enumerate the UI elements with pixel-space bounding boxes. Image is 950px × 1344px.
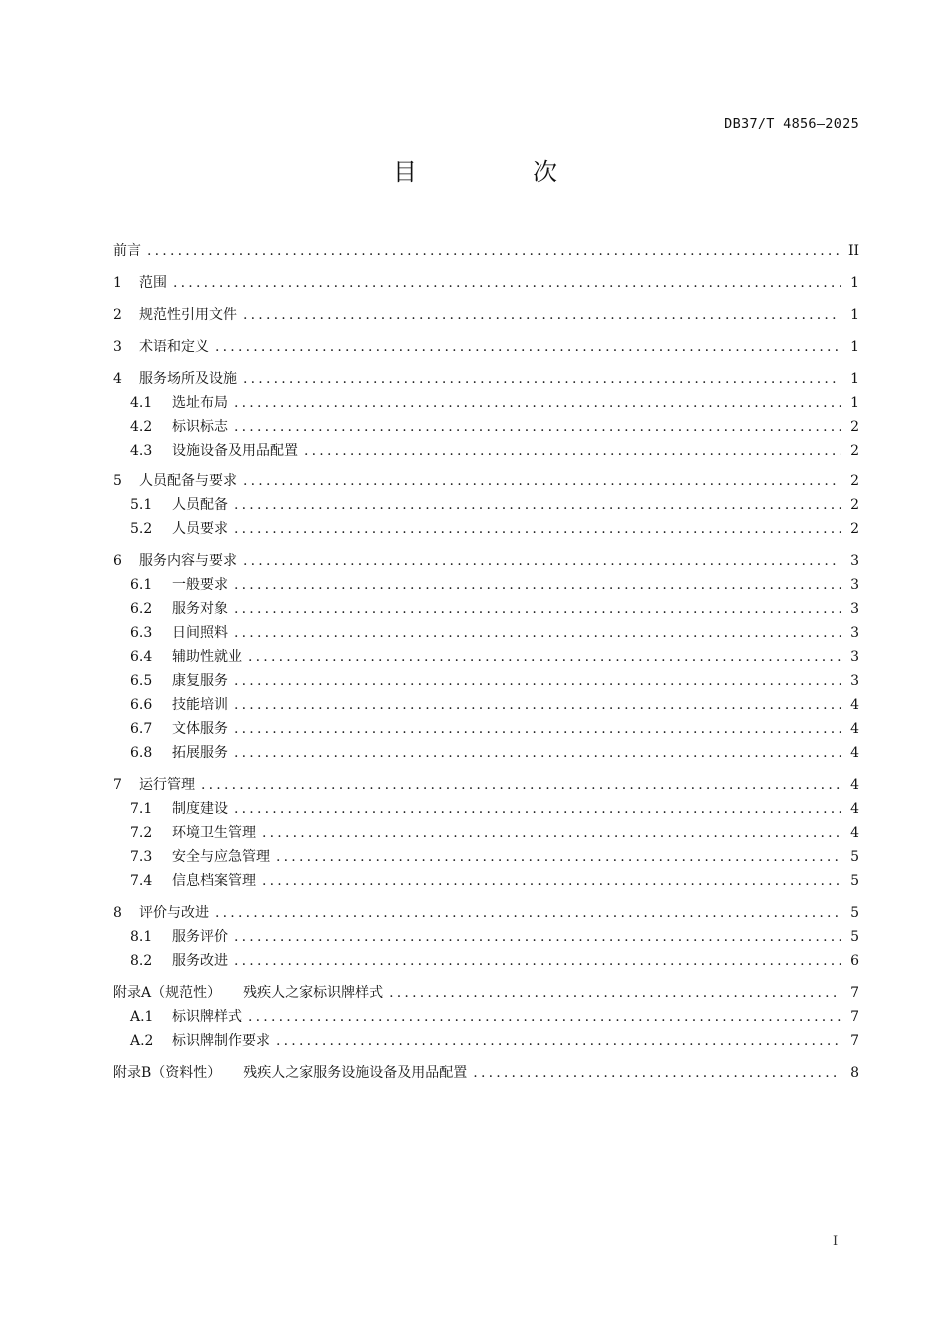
- toc-entry-label: 服务对象: [172, 601, 228, 617]
- toc-entry-page: 4: [850, 697, 859, 713]
- toc-dot-leader: [232, 494, 841, 516]
- toc-entry-page: 2: [850, 443, 859, 459]
- toc-entry-number: 8.1: [130, 929, 153, 945]
- toc-entry-page: 4: [850, 745, 859, 761]
- toc-entry-page: II: [847, 243, 859, 259]
- toc-dot-leader: [241, 368, 841, 390]
- toc-entry-label: 服务场所及设施: [139, 371, 237, 387]
- toc-entry[interactable]: [130, 416, 859, 438]
- toc-dot-leader: [232, 670, 841, 692]
- toc-entry-label: 前言: [113, 243, 141, 259]
- toc-entry-label: 辅助性就业: [172, 649, 242, 665]
- toc-entry-number: 6.3: [130, 625, 153, 641]
- toc-entry-page: 1: [850, 395, 859, 411]
- toc-entry-label: 服务内容与要求: [139, 553, 237, 569]
- toc-entry[interactable]: [130, 1030, 859, 1052]
- toc-entry[interactable]: [130, 574, 859, 596]
- toc-entry-page: 3: [850, 625, 859, 641]
- toc-entry[interactable]: [130, 440, 859, 462]
- page-title: 目 次: [393, 158, 603, 186]
- toc-entry-page: 1: [850, 339, 859, 355]
- toc-dot-leader: [232, 598, 841, 620]
- toc-dot-leader: [145, 240, 841, 262]
- toc-entry-label: 康复服务: [172, 673, 228, 689]
- toc-entry-page: 2: [850, 497, 859, 513]
- toc-entry-label: 标识标志: [172, 419, 228, 435]
- toc-dot-leader: [232, 622, 841, 644]
- toc-dot-leader: [232, 416, 841, 438]
- toc-entry-page: 1: [850, 275, 859, 291]
- toc-entry-number: 4.2: [130, 419, 153, 435]
- toc-entry-number: 4.3: [130, 443, 153, 459]
- toc-entry[interactable]: [130, 622, 859, 644]
- toc-entry-number: 7.3: [130, 849, 153, 865]
- toc-entry-label: 安全与应急管理: [172, 849, 270, 865]
- toc-entry[interactable]: [130, 518, 859, 540]
- toc-entry-number: 4.1: [130, 395, 153, 411]
- toc-entry-page: 3: [850, 577, 859, 593]
- toc-entry[interactable]: [130, 742, 859, 764]
- toc-entry[interactable]: [113, 982, 859, 1004]
- toc-entry-label: 人员配备与要求: [139, 473, 237, 489]
- toc-entry-label: 拓展服务: [172, 745, 228, 761]
- toc-entry-number: 6.2: [130, 601, 153, 617]
- toc-dot-leader: [260, 870, 841, 892]
- toc-dot-leader: [232, 926, 841, 948]
- toc-entry-page: 3: [850, 673, 859, 689]
- toc-entry[interactable]: [113, 774, 859, 796]
- toc-entry-page: 7: [850, 1033, 859, 1049]
- toc-entry[interactable]: [130, 694, 859, 716]
- toc-entry[interactable]: [130, 598, 859, 620]
- toc-entry[interactable]: [130, 950, 859, 972]
- toc-entry[interactable]: [130, 870, 859, 892]
- toc-entry-number: 7: [113, 777, 122, 793]
- toc-entry-label: 信息档案管理: [172, 873, 256, 889]
- toc-entry[interactable]: [113, 1062, 859, 1084]
- toc-dot-leader: [471, 1062, 841, 1084]
- toc-entry-label: 范围: [139, 275, 167, 291]
- toc-dot-leader: [232, 742, 841, 764]
- toc-entry-page: 6: [850, 953, 859, 969]
- toc-entry-number: 附录A（规范性）: [113, 985, 222, 1001]
- toc-entry-page: 4: [850, 801, 859, 817]
- toc-entry[interactable]: [113, 304, 859, 326]
- toc-entry-number: 6.1: [130, 577, 153, 593]
- toc-entry-number: 6.8: [130, 745, 153, 761]
- toc-entry-number: 7.1: [130, 801, 153, 817]
- toc-entry-label: 一般要求: [172, 577, 228, 593]
- toc-entry-label: 规范性引用文件: [139, 307, 237, 323]
- toc-entry-number: 8.2: [130, 953, 153, 969]
- toc-entry-page: 4: [850, 777, 859, 793]
- toc-entry-number: A.2: [130, 1033, 154, 1049]
- toc-entry-page: 4: [850, 825, 859, 841]
- toc-dot-leader: [302, 440, 841, 462]
- toc-entry[interactable]: [130, 926, 859, 948]
- toc-dot-leader: [232, 950, 841, 972]
- toc-entry-number: 8: [113, 905, 122, 921]
- toc-entry-page: 1: [850, 371, 859, 387]
- toc-entry-page: 5: [850, 873, 859, 889]
- toc-entry[interactable]: [130, 646, 859, 668]
- toc-entry-page: 1: [850, 307, 859, 323]
- toc-entry-page: 5: [850, 849, 859, 865]
- toc-entry-page: 2: [850, 419, 859, 435]
- toc-entry-number: 6.6: [130, 697, 153, 713]
- toc-entry-number: 7.2: [130, 825, 153, 841]
- toc-dot-leader: [274, 1030, 841, 1052]
- toc-entry-label: 评价与改进: [139, 905, 209, 921]
- toc-entry-number: 4: [113, 371, 122, 387]
- toc-entry-number: 6.4: [130, 649, 153, 665]
- toc-entry-number: 6.5: [130, 673, 153, 689]
- toc-dot-leader: [232, 718, 841, 740]
- toc-entry-number: 2: [113, 307, 122, 323]
- toc-entry-label: 服务改进: [172, 953, 228, 969]
- toc-entry-label: 残疾人之家标识牌样式: [243, 985, 384, 1001]
- toc-entry-label: 标识牌样式: [172, 1009, 242, 1025]
- toc-dot-leader: [241, 550, 841, 572]
- toc-entry-label: 技能培训: [172, 697, 228, 713]
- toc-dot-leader: [232, 574, 841, 596]
- toc-entry-label: 术语和定义: [139, 339, 209, 355]
- toc-entry[interactable]: [113, 368, 859, 390]
- toc-entry-number: 7.4: [130, 873, 153, 889]
- toc-entry-page: 7: [850, 985, 859, 1001]
- toc-entry-label: 残疾人之家服务设施设备及用品配置: [243, 1065, 468, 1081]
- toc-entry-label: 文体服务: [172, 721, 228, 737]
- toc-entry-number: 1: [113, 275, 122, 291]
- toc-entry-page: 3: [850, 601, 859, 617]
- toc-entry[interactable]: [113, 336, 859, 358]
- toc-entry[interactable]: [130, 494, 859, 516]
- toc-entry-label: 日间照料: [172, 625, 228, 641]
- document-code: DB37/T 4856—2025: [724, 116, 859, 132]
- toc-entry-label: 人员配备: [172, 497, 228, 513]
- toc-entry-number: 5.2: [130, 521, 153, 537]
- toc-entry-page: 2: [850, 473, 859, 489]
- toc-dot-leader: [232, 798, 841, 820]
- toc-dot-leader: [213, 336, 841, 358]
- toc-entry-label: 制度建设: [172, 801, 228, 817]
- toc-entry-page: 2: [850, 521, 859, 537]
- toc-dot-leader: [246, 646, 841, 668]
- toc-entry[interactable]: [113, 902, 859, 924]
- toc-dot-leader: [171, 272, 841, 294]
- toc-dot-leader: [199, 774, 841, 796]
- toc-entry[interactable]: [130, 798, 859, 820]
- toc-entry-page: 5: [850, 929, 859, 945]
- toc-entry-number: 5.1: [130, 497, 153, 513]
- toc-entry[interactable]: [130, 718, 859, 740]
- toc-entry[interactable]: [130, 392, 859, 414]
- toc-entry-label: 人员要求: [172, 521, 228, 537]
- toc-dot-leader: [232, 518, 841, 540]
- toc-dot-leader: [213, 902, 841, 924]
- toc-entry-number: 5: [113, 473, 122, 489]
- toc-entry[interactable]: [113, 240, 859, 262]
- toc-entry-page: 3: [850, 649, 859, 665]
- toc-entry-label: 选址布局: [172, 395, 228, 411]
- toc-entry[interactable]: [113, 550, 859, 572]
- toc-entry-label: 设施设备及用品配置: [172, 443, 298, 459]
- toc-entry-label: 运行管理: [139, 777, 195, 793]
- toc-entry-label: 标识牌制作要求: [172, 1033, 270, 1049]
- toc-entry-label: 环境卫生管理: [172, 825, 256, 841]
- toc-entry-number: 6: [113, 553, 122, 569]
- toc-dot-leader: [260, 822, 841, 844]
- toc-dot-leader: [232, 392, 841, 414]
- toc-entry[interactable]: [130, 846, 859, 868]
- toc-dot-leader: [246, 1006, 841, 1028]
- toc-entry-number: 6.7: [130, 721, 153, 737]
- toc-entry-number: A.1: [130, 1009, 154, 1025]
- toc-dot-leader: [241, 304, 841, 326]
- toc-entry-page: 5: [850, 905, 859, 921]
- toc-entry[interactable]: [130, 822, 859, 844]
- toc-entry-page: 8: [850, 1065, 859, 1081]
- toc-dot-leader: [232, 694, 841, 716]
- toc-entry-page: 3: [850, 553, 859, 569]
- toc-entry-page: 7: [850, 1009, 859, 1025]
- toc-dot-leader: [274, 846, 841, 868]
- toc-dot-leader: [241, 470, 841, 492]
- toc-entry[interactable]: [130, 670, 859, 692]
- toc-entry-label: 服务评价: [172, 929, 228, 945]
- page-number: I: [833, 1234, 839, 1249]
- toc-entry-number: 附录B（资料性）: [113, 1065, 222, 1081]
- toc-dot-leader: [387, 982, 841, 1004]
- toc-entry[interactable]: [130, 1006, 859, 1028]
- toc-entry[interactable]: [113, 470, 859, 492]
- toc-entry[interactable]: [113, 272, 859, 294]
- toc-entry-number: 3: [113, 339, 122, 355]
- toc-entry-page: 4: [850, 721, 859, 737]
